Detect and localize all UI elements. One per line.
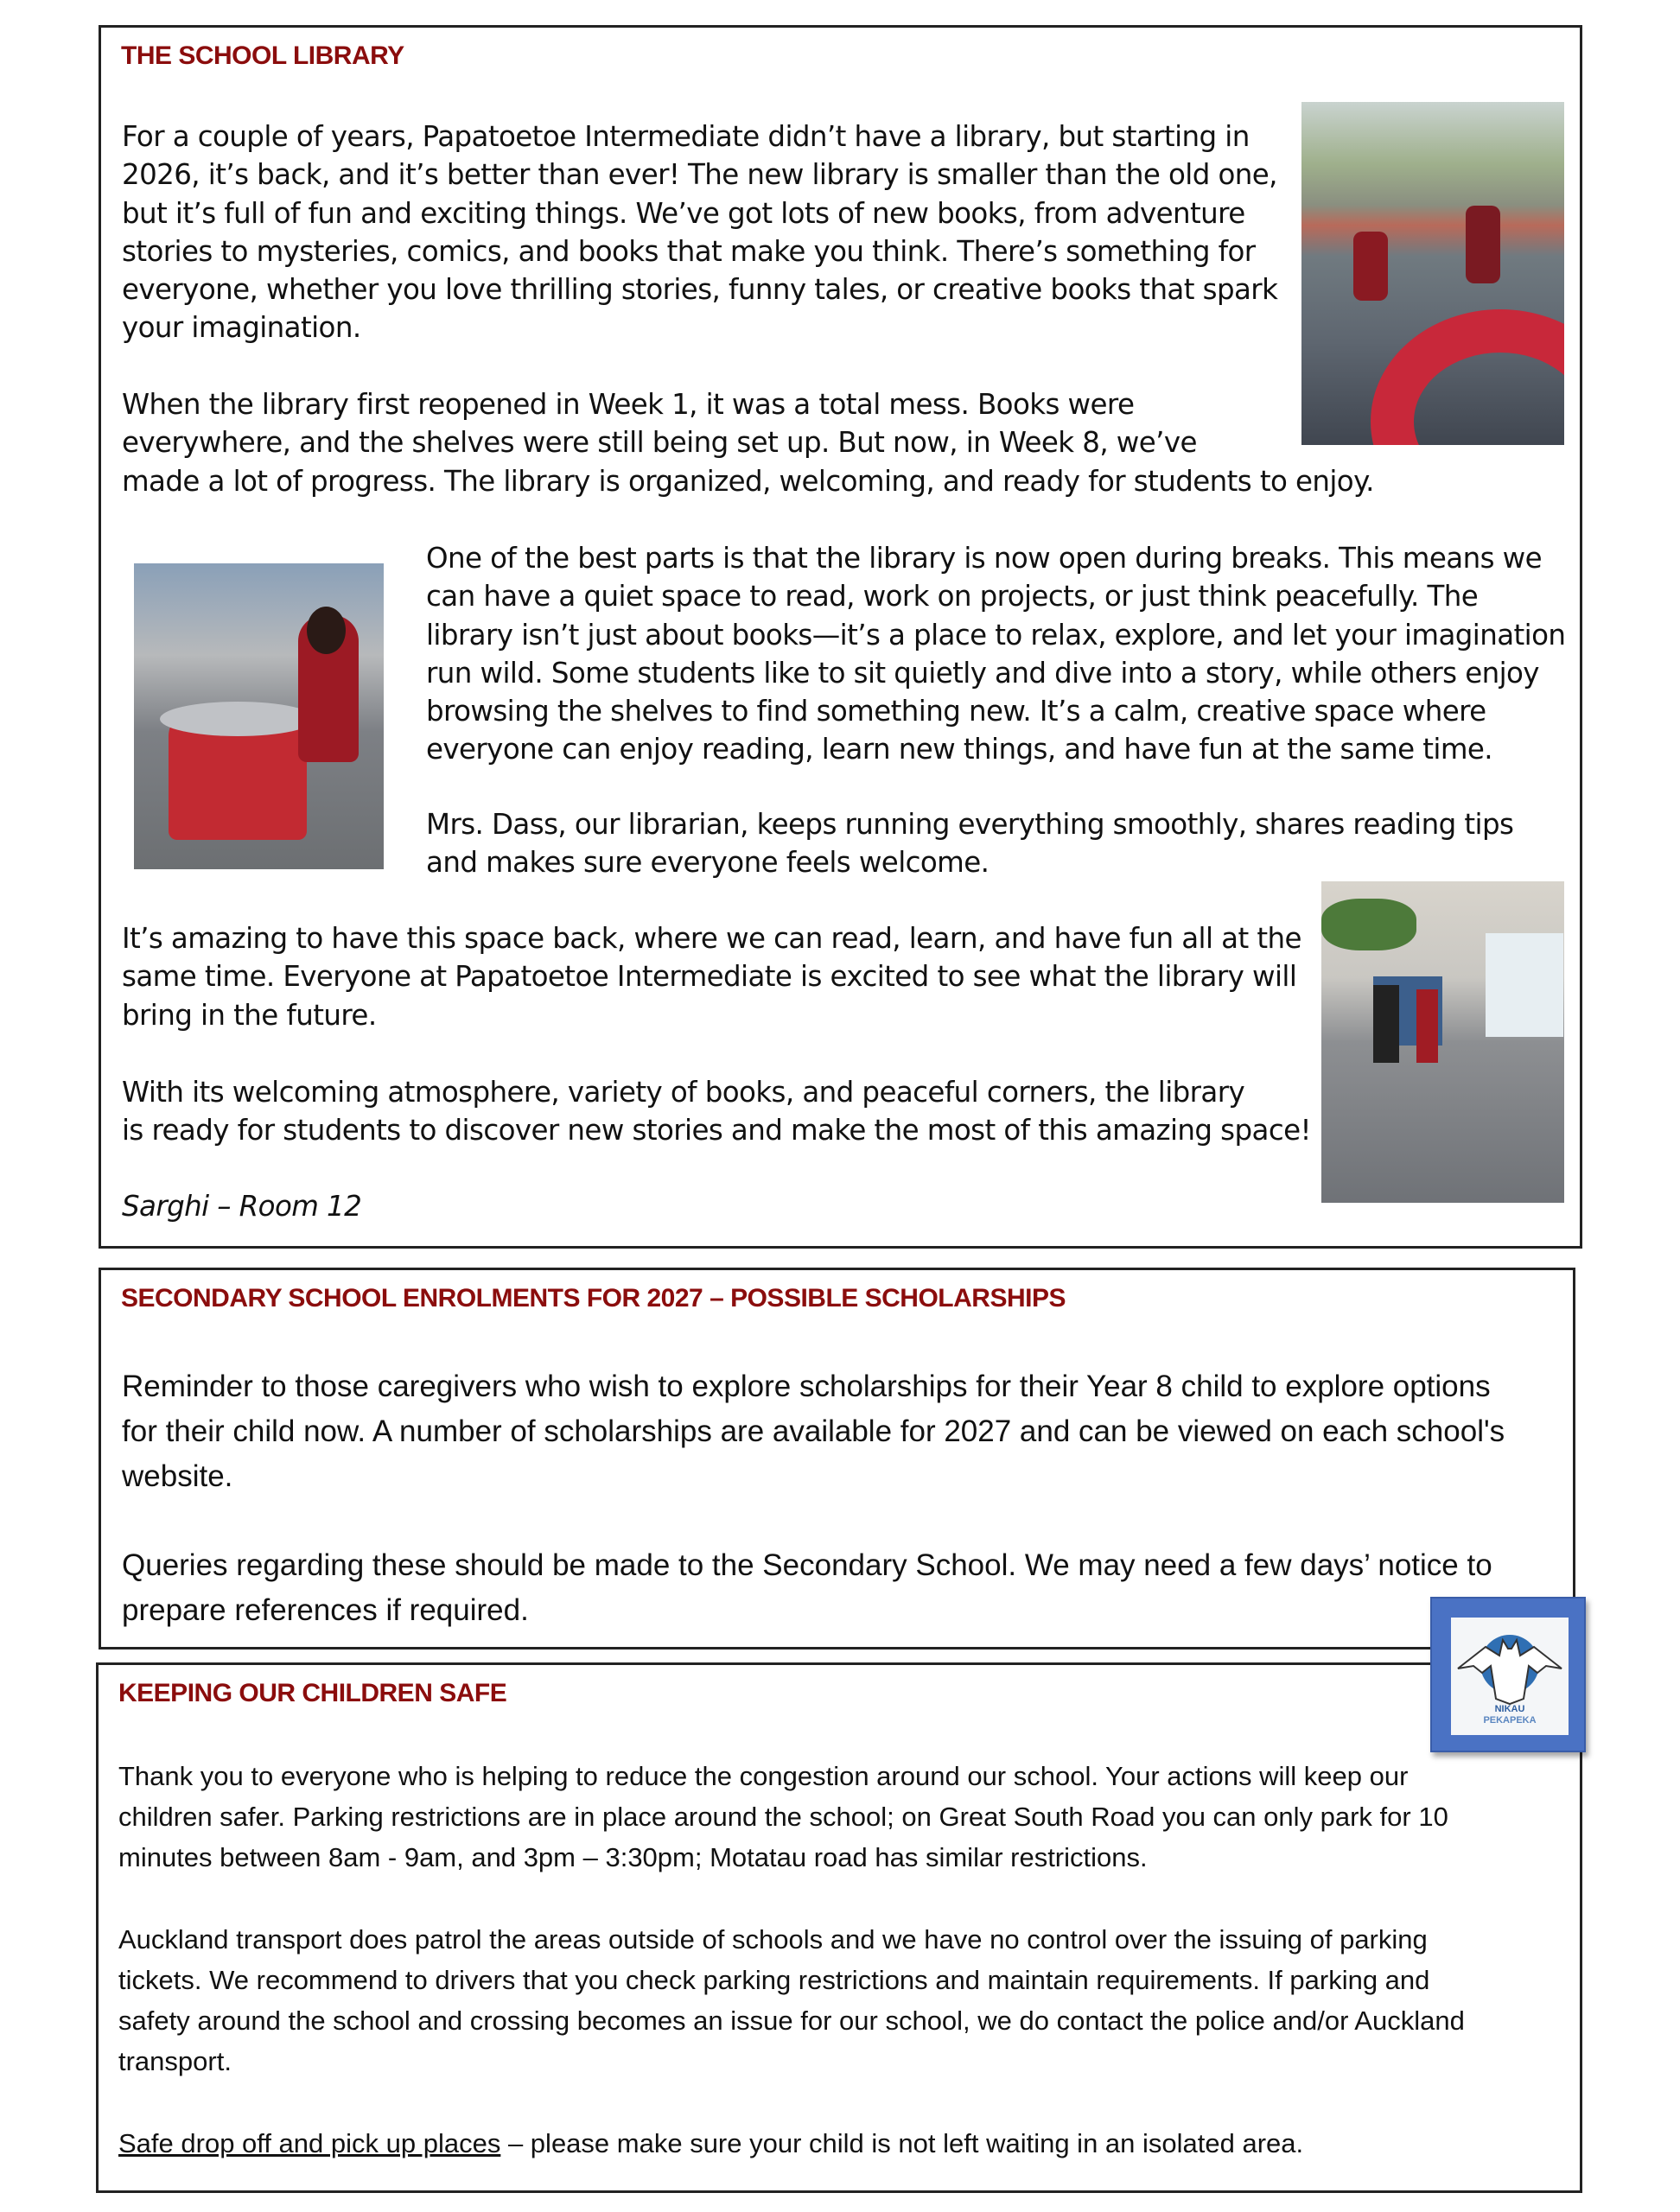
text-line: run wild. Some students like to sit quietly and dive into a story, while others enjoy — [426, 656, 1539, 690]
text-line: When the library first reopened in Week 1, it was a total mess. Books were — [122, 388, 1135, 421]
nikau-pekapeka-logo — [1430, 1597, 1586, 1752]
text-line: library isn’t just about books—it’s a place to relax, explore, and let your imagination — [426, 618, 1566, 652]
library-paragraph-6 — [122, 1073, 1311, 1150]
text-line: everyone can enjoy reading, learn new things, and have fun at the same time. — [426, 733, 1493, 766]
text-line: and makes sure everyone feels welcome. — [426, 846, 990, 880]
text-line: for their child now. A number of scholarships are available for 2027 and can be viewed on each school's — [122, 1414, 1505, 1448]
bat-icon — [1451, 1621, 1569, 1707]
text-line: can have a quiet space to read, work on projects, or just think peacefully. The — [426, 580, 1479, 613]
safe-drop-off-link[interactable]: Safe drop off and pick up places — [118, 2128, 501, 2158]
text-line: Mrs. Dass, our librarian, keeps running everything smoothly, shares reading tips — [426, 808, 1514, 841]
text-line: prepare references if required. — [122, 1593, 529, 1627]
safe-paragraph-1 — [118, 1756, 1448, 1878]
library-paragraph-4 — [426, 805, 1513, 882]
safe-paragraph-2 — [118, 1919, 1465, 2082]
library-photo-bookshelves — [1321, 881, 1564, 1203]
logo-text-nikau: NIKAU — [1494, 1704, 1525, 1714]
text-line: With its welcoming atmosphere, variety of books, and peaceful corners, the library — [122, 1076, 1245, 1109]
library-signature: Sarghi – Room 12 — [122, 1190, 362, 1223]
library-paragraph-1 — [122, 118, 1277, 347]
text-line: transport. — [118, 2046, 232, 2076]
text-line: browsing the shelves to find something new. It’s a calm, creative space where — [426, 695, 1486, 728]
safe-drop-off-text: – please make sure your child is not left waiting in an isolated area. — [500, 2128, 1304, 2158]
text-line: children safer. Parking restrictions are in place around the school; on Great South Road you can only park for 10 — [118, 1802, 1448, 1832]
text-line: tickets. We recommend to drivers that you check parking restrictions and maintain requirements. If parking and — [118, 1965, 1430, 1995]
library-heading: THE SCHOOL LIBRARY — [121, 41, 404, 70]
text-line: 2026, it’s back, and it’s better than ever! The new library is smaller than the old one, — [122, 158, 1277, 192]
safe-drop-off-line — [118, 2123, 1303, 2164]
text-line: It’s amazing to have this space back, where we can read, learn, and have fun all at the — [122, 922, 1301, 955]
text-line: website. — [122, 1459, 233, 1493]
text-line: everywhere, and the shelves were still being set up. But now, in Week 8, we’ve — [122, 426, 1197, 460]
text-line: same time. Everyone at Papatoetoe Intermediate is excited to see what the library will — [122, 960, 1297, 994]
text-line: stories to mysteries, comics, and books that make you think. There’s something for — [122, 234, 1256, 268]
safe-heading: KEEPING OUR CHILDREN SAFE — [118, 1679, 507, 1707]
library-paragraph-2 — [122, 385, 1374, 500]
text-line: Reminder to those caregivers who wish to explore scholarships for their Year 8 child to explore options — [122, 1370, 1491, 1403]
text-line: Thank you to everyone who is helping to reduce the congestion around our school. Your actions will keep our — [118, 1761, 1409, 1791]
text-line: but it’s full of fun and exciting things. We’ve got lots of new books, from adventure — [122, 196, 1245, 230]
text-line: made a lot of progress. The library is organized, welcoming, and ready for students to enjoy. — [122, 464, 1374, 498]
text-line: For a couple of years, Papatoetoe Intermediate didn’t have a library, but starting in — [122, 120, 1250, 153]
library-paragraph-3 — [426, 539, 1565, 769]
text-line: minutes between 8am - 9am, and 3pm – 3:30pm; Motatau road has similar restrictions. — [118, 1842, 1148, 1872]
library-photo-student-computer — [134, 563, 384, 869]
text-line: bring in the future. — [122, 998, 377, 1032]
text-line: Queries regarding these should be made to the Secondary School. We may need a few days’ notice to — [122, 1548, 1492, 1582]
library-paragraph-5 — [122, 919, 1301, 1034]
text-line: everyone, whether you love thrilling stories, funny tales, or creative books that spark — [122, 273, 1278, 307]
text-line: One of the best parts is that the library is now open during breaks. This means we — [426, 542, 1543, 575]
text-line: Auckland transport does patrol the areas outside of schools and we have no control over the issuing of parking — [118, 1924, 1428, 1955]
secondary-paragraph-1 — [122, 1364, 1505, 1499]
logo-text-pekapeka: PEKAPEKA — [1483, 1715, 1537, 1726]
secondary-paragraph-2 — [122, 1543, 1492, 1633]
text-line: your imagination. — [122, 311, 361, 345]
text-line: is ready for students to discover new stories and make the most of this amazing space! — [122, 1114, 1311, 1147]
text-line: safety around the school and crossing becomes an issue for our school, we do contact the police and/or Auckland — [118, 2005, 1465, 2036]
secondary-heading: SECONDARY SCHOOL ENROLMENTS FOR 2027 – POSSIBLE SCHOLARSHIPS — [121, 1284, 1066, 1313]
